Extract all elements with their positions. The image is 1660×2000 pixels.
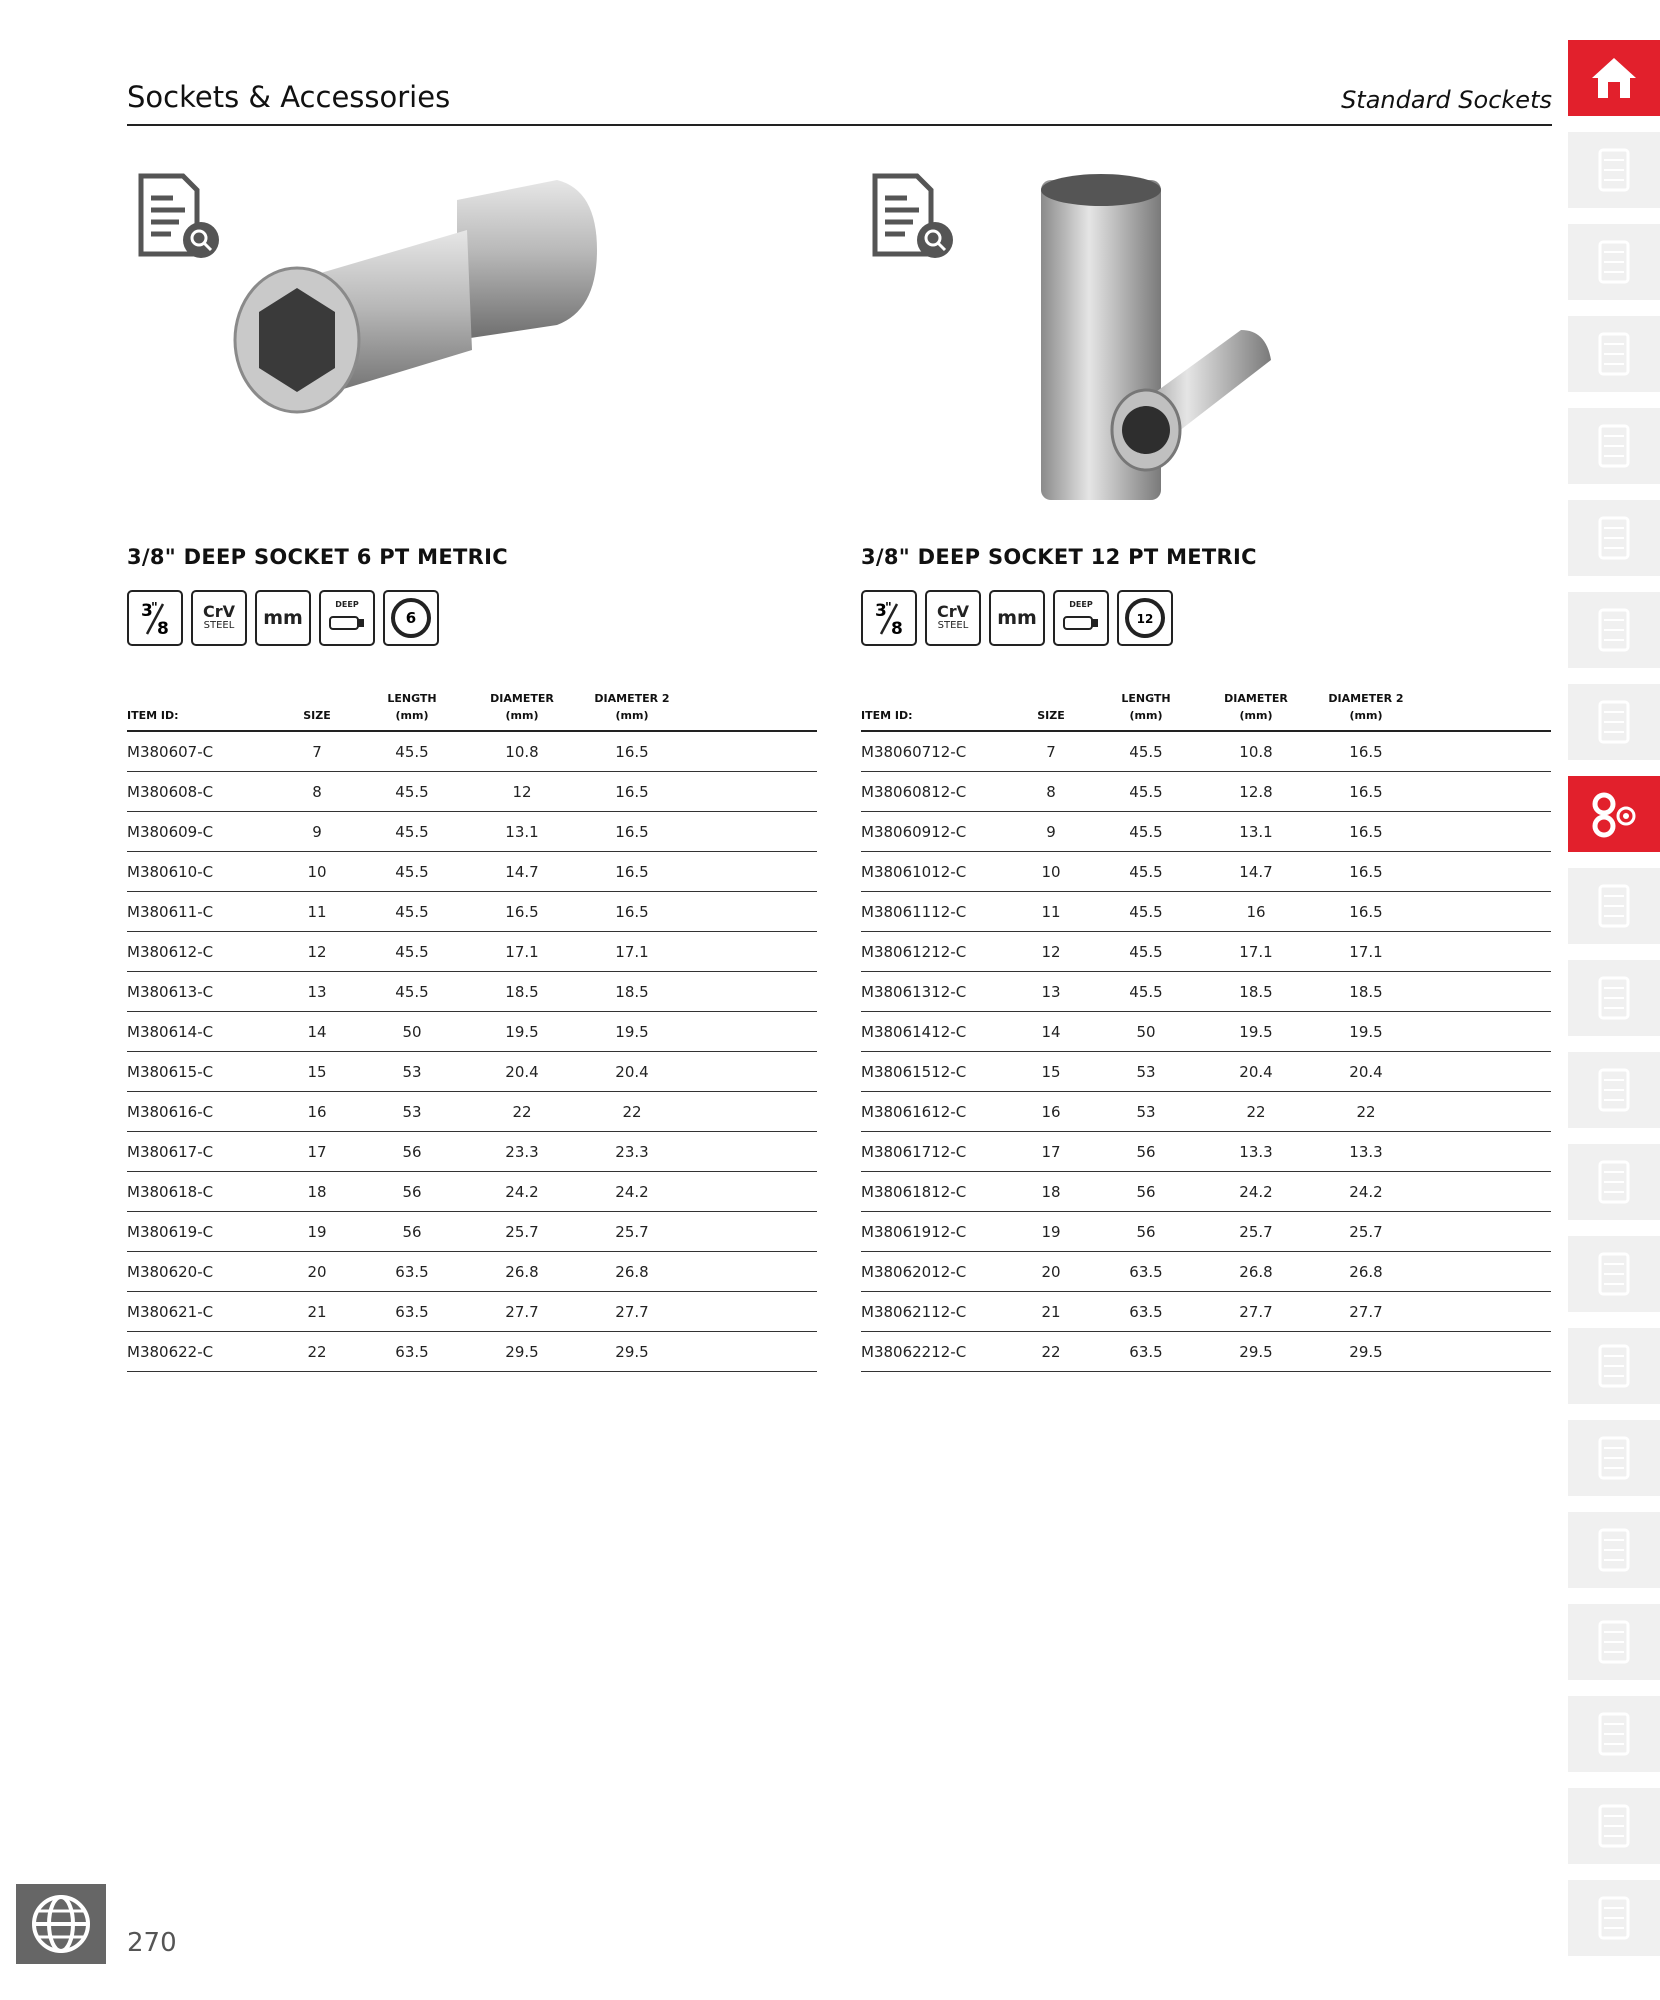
power-tools-icon (1586, 1798, 1642, 1854)
item-id: M380616-C (127, 1092, 277, 1132)
col-diameter-2: DIAMETER 2 (mm) (577, 690, 687, 731)
table-row (861, 1332, 1551, 1372)
sidebar-item-home[interactable] (1568, 40, 1660, 116)
table-header (127, 690, 817, 731)
diameter-cell: 20.4 (1201, 1052, 1311, 1092)
sidebar-item-pliers[interactable] (1568, 1328, 1660, 1404)
sidebar-item-screwdriver[interactable] (1568, 1052, 1660, 1128)
diameter2-cell: 16.5 (577, 772, 687, 812)
product-title: 3/8" DEEP SOCKET 6 PT METRIC (127, 545, 508, 569)
item-id: M380615-C (127, 1052, 277, 1092)
table-row (127, 731, 817, 772)
size-cell: 17 (277, 1132, 357, 1172)
item-id: M38060812-C (861, 772, 1011, 812)
item-id: M380622-C (127, 1332, 277, 1372)
length-cell: 56 (1091, 1172, 1201, 1212)
item-id: M38061812-C (861, 1172, 1011, 1212)
material-label: CrV (936, 602, 969, 621)
diameter2-cell: 26.8 (1311, 1252, 1421, 1292)
item-id: M380607-C (127, 731, 277, 772)
deep-badge (1053, 590, 1109, 646)
diameter2-cell: 26.8 (577, 1252, 687, 1292)
table-row (127, 892, 817, 932)
product-photo (861, 160, 1551, 530)
diameter2-cell: 16.5 (577, 852, 687, 892)
item-id: M380609-C (127, 812, 277, 852)
metric-label: mm (263, 607, 303, 629)
col-length: LENGTH (mm) (1091, 690, 1201, 731)
length-cell: 56 (357, 1132, 467, 1172)
diameter2-cell: 16.5 (577, 812, 687, 852)
size-cell: 14 (1011, 1012, 1091, 1052)
drive-inch-mark: " (151, 601, 158, 616)
drive-size-badge (861, 590, 917, 646)
hex-keys-icon (1586, 1246, 1642, 1302)
diameter2-cell: 24.2 (577, 1172, 687, 1212)
sidebar-item-tool-tray[interactable] (1568, 408, 1660, 484)
diameter2-cell: 16.5 (1311, 852, 1421, 892)
diameter2-cell: 17.1 (1311, 932, 1421, 972)
drive-denominator: 8 (157, 619, 169, 638)
col-size: SIZE (277, 690, 357, 731)
table-row (861, 1092, 1551, 1132)
length-cell: 45.5 (357, 972, 467, 1012)
size-cell: 8 (1011, 772, 1091, 812)
website-button[interactable] (16, 1884, 106, 1964)
size-cell: 11 (1011, 892, 1091, 932)
item-id: M38061112-C (861, 892, 1011, 932)
tool-tray-icon (1586, 418, 1642, 474)
length-cell: 45.5 (357, 772, 467, 812)
table-row (861, 1212, 1551, 1252)
table-row (861, 1012, 1551, 1052)
diameter2-cell: 16.5 (577, 731, 687, 772)
item-id: M380610-C (127, 852, 277, 892)
length-cell: 63.5 (357, 1292, 467, 1332)
diameter2-cell: 16.5 (1311, 731, 1421, 772)
deep-label: DEEP (1069, 600, 1093, 609)
point-count-icon (389, 596, 433, 640)
length-cell: 45.5 (1091, 932, 1201, 972)
item-id: M38060912-C (861, 812, 1011, 852)
table-row (127, 972, 817, 1012)
length-cell: 63.5 (1091, 1332, 1201, 1372)
feature-badges (861, 590, 1173, 646)
item-id: M38061512-C (861, 1052, 1011, 1092)
table-row (127, 1212, 817, 1252)
length-cell: 53 (357, 1052, 467, 1092)
point-count-badge (1117, 590, 1173, 646)
size-cell: 21 (1011, 1292, 1091, 1332)
table-row (861, 1252, 1551, 1292)
diameter-cell: 12.8 (1201, 772, 1311, 812)
size-cell: 22 (1011, 1332, 1091, 1372)
pliers-icon (1586, 1338, 1642, 1394)
length-cell: 50 (357, 1012, 467, 1052)
diameter-cell: 23.3 (467, 1132, 577, 1172)
item-id: M38062112-C (861, 1292, 1011, 1332)
table-row (127, 932, 817, 972)
tool-tray-icon (1586, 234, 1642, 290)
material-badge (925, 590, 981, 646)
sidebar-item-insulated-tools[interactable] (1568, 1420, 1660, 1496)
table-row (861, 1172, 1551, 1212)
material-badge (191, 590, 247, 646)
item-id: M38061312-C (861, 972, 1011, 1012)
point-count-icon (1123, 596, 1167, 640)
diameter-cell: 13.1 (467, 812, 577, 852)
extension-bar-icon (1586, 878, 1642, 934)
length-cell: 63.5 (1091, 1252, 1201, 1292)
table-row (861, 731, 1551, 772)
length-cell: 53 (1091, 1092, 1201, 1132)
item-id: M380613-C (127, 972, 277, 1012)
table-row (861, 892, 1551, 932)
table-row (861, 852, 1551, 892)
table-row (861, 1292, 1551, 1332)
datasheet-icon[interactable] (135, 170, 223, 262)
sockets-icon (1586, 786, 1642, 842)
diameter2-cell: 25.7 (577, 1212, 687, 1252)
table-row (127, 1332, 817, 1372)
sidebar-item-hex-keys[interactable] (1568, 1236, 1660, 1312)
size-cell: 7 (1011, 731, 1091, 772)
size-cell: 16 (277, 1092, 357, 1132)
col-size: SIZE (1011, 690, 1091, 731)
diameter-cell: 12 (467, 772, 577, 812)
sidebar-item-power-tools[interactable] (1568, 1788, 1660, 1864)
insulated-tools-icon (1586, 1430, 1642, 1486)
point-count-badge (383, 590, 439, 646)
diameter-cell: 18.5 (467, 972, 577, 1012)
table-row (861, 972, 1551, 1012)
size-cell: 20 (277, 1252, 357, 1292)
sidebar-item-tool-cabinet[interactable] (1568, 132, 1660, 208)
bits-icon (1586, 1154, 1642, 1210)
size-cell: 18 (277, 1172, 357, 1212)
home-icon (1586, 50, 1642, 106)
size-cell: 18 (1011, 1172, 1091, 1212)
size-cell: 22 (277, 1332, 357, 1372)
length-cell: 45.5 (357, 932, 467, 972)
table-row (861, 1132, 1551, 1172)
length-cell: 63.5 (1091, 1292, 1201, 1332)
diameter2-cell: 27.7 (577, 1292, 687, 1332)
item-id: M380611-C (127, 892, 277, 932)
material-label: CrV (202, 602, 235, 621)
size-cell: 19 (277, 1212, 357, 1252)
size-cell: 21 (277, 1292, 357, 1332)
col-item-id: ITEM ID: (127, 690, 277, 731)
tool-trolley-icon (1586, 326, 1642, 382)
col-diameter: DIAMETER (mm) (1201, 690, 1311, 731)
table-row (127, 1052, 817, 1092)
item-id: M38061712-C (861, 1132, 1011, 1172)
length-cell: 63.5 (357, 1252, 467, 1292)
datasheet-icon[interactable] (869, 170, 957, 262)
diameter-cell: 29.5 (467, 1332, 577, 1372)
size-cell: 10 (1011, 852, 1091, 892)
diameter-cell: 25.7 (467, 1212, 577, 1252)
length-cell: 45.5 (1091, 772, 1201, 812)
material-sub-label: STEEL (203, 620, 235, 631)
size-cell: 12 (1011, 932, 1091, 972)
item-id: M38061912-C (861, 1212, 1011, 1252)
metric-label: mm (997, 607, 1037, 629)
section-title: Sockets & Accessories (127, 80, 451, 114)
size-cell: 10 (277, 852, 357, 892)
item-id: M380614-C (127, 1012, 277, 1052)
table-row (861, 772, 1551, 812)
size-cell: 13 (1011, 972, 1091, 1012)
table-row (127, 1252, 817, 1292)
item-id: M38060712-C (861, 731, 1011, 772)
wrench-icon (1586, 970, 1642, 1026)
length-cell: 45.5 (1091, 812, 1201, 852)
size-cell: 17 (1011, 1132, 1091, 1172)
diameter-cell: 22 (1201, 1092, 1311, 1132)
tool-chest-icon (1586, 602, 1642, 658)
sidebar-item-automotive[interactable] (1568, 1696, 1660, 1772)
drive-numerator: 3 (875, 601, 887, 621)
globe-icon (30, 1893, 92, 1955)
sidebar-item-bits[interactable] (1568, 1144, 1660, 1220)
table-header (861, 690, 1551, 731)
table-row (127, 1012, 817, 1052)
diameter2-cell: 29.5 (577, 1332, 687, 1372)
sidebar-item-tool-chest[interactable] (1568, 592, 1660, 668)
drive-denominator: 8 (891, 619, 903, 638)
diameter-cell: 19.5 (1201, 1012, 1311, 1052)
diameter-cell: 18.5 (1201, 972, 1311, 1012)
size-cell: 8 (277, 772, 357, 812)
sidebar-item-tool-trolley[interactable] (1568, 316, 1660, 392)
sidebar-item-ratchet[interactable] (1568, 684, 1660, 760)
point-count-label: 6 (405, 609, 417, 627)
diameter-cell: 25.7 (1201, 1212, 1311, 1252)
tool-set-icon (1586, 510, 1642, 566)
table-row (127, 1292, 817, 1332)
sidebar-item-sockets[interactable] (1568, 776, 1660, 852)
sidebar-item-hammer[interactable] (1568, 1880, 1660, 1956)
size-cell: 20 (1011, 1252, 1091, 1292)
diameter-cell: 17.1 (467, 932, 577, 972)
metric-badge (255, 590, 311, 646)
diameter-cell: 27.7 (467, 1292, 577, 1332)
item-id: M380612-C (127, 932, 277, 972)
diameter-cell: 29.5 (1201, 1332, 1311, 1372)
ratchet-icon (1586, 694, 1642, 750)
diameter-cell: 26.8 (467, 1252, 577, 1292)
diameter-cell: 16 (1201, 892, 1311, 932)
diameter-cell: 14.7 (467, 852, 577, 892)
deep-socket-icon (328, 614, 366, 632)
table-row (861, 932, 1551, 972)
size-cell: 14 (277, 1012, 357, 1052)
deep-label: DEEP (335, 600, 359, 609)
screwdriver-icon (1586, 1062, 1642, 1118)
table-row (127, 852, 817, 892)
length-cell: 53 (357, 1092, 467, 1132)
deep-badge (319, 590, 375, 646)
drive-inch-mark: " (885, 601, 892, 616)
size-cell: 13 (277, 972, 357, 1012)
tool-cabinet-icon (1586, 142, 1642, 198)
diameter2-cell: 23.3 (577, 1132, 687, 1172)
item-id: M38061212-C (861, 932, 1011, 972)
diameter2-cell: 19.5 (577, 1012, 687, 1052)
diameter2-cell: 16.5 (1311, 892, 1421, 932)
diameter-cell: 13.3 (1201, 1132, 1311, 1172)
item-id: M380620-C (127, 1252, 277, 1292)
length-cell: 56 (357, 1212, 467, 1252)
diameter2-cell: 18.5 (577, 972, 687, 1012)
diameter2-cell: 18.5 (1311, 972, 1421, 1012)
diameter-cell: 10.8 (1201, 731, 1311, 772)
product-photo (127, 160, 817, 530)
length-cell: 45.5 (1091, 972, 1201, 1012)
diameter2-cell: 16.5 (1311, 772, 1421, 812)
item-id: M380608-C (127, 772, 277, 812)
size-cell: 19 (1011, 1212, 1091, 1252)
measuring-tape-icon (1586, 1614, 1642, 1670)
sidebar-item-tool-set[interactable] (1568, 500, 1660, 576)
size-cell: 15 (1011, 1052, 1091, 1092)
hammer-icon (1586, 1890, 1642, 1946)
material-sub-label: STEEL (937, 620, 969, 631)
diameter2-cell: 22 (1311, 1092, 1421, 1132)
diameter-cell: 26.8 (1201, 1252, 1311, 1292)
diameter2-cell: 25.7 (1311, 1212, 1421, 1252)
diameter-cell: 16.5 (467, 892, 577, 932)
col-length: LENGTH (mm) (357, 690, 467, 731)
page-header (127, 72, 1552, 126)
size-cell: 7 (277, 731, 357, 772)
size-cell: 15 (277, 1052, 357, 1092)
item-id: M38062212-C (861, 1332, 1011, 1372)
diameter2-cell: 16.5 (577, 892, 687, 932)
length-cell: 45.5 (1091, 892, 1201, 932)
sidebar-item-extension-bar[interactable] (1568, 868, 1660, 944)
diameter-cell: 17.1 (1201, 932, 1311, 972)
sidebar-item-tool-tray[interactable] (1568, 224, 1660, 300)
page-number: 270 (127, 1928, 177, 1958)
item-id: M380619-C (127, 1212, 277, 1252)
diameter2-cell: 22 (577, 1092, 687, 1132)
diameter-cell: 10.8 (467, 731, 577, 772)
length-cell: 45.5 (357, 812, 467, 852)
item-id: M38061012-C (861, 852, 1011, 892)
table-row (127, 772, 817, 812)
item-id: M380617-C (127, 1132, 277, 1172)
length-cell: 50 (1091, 1012, 1201, 1052)
size-cell: 11 (277, 892, 357, 932)
col-diameter: DIAMETER (mm) (467, 690, 577, 731)
diameter-cell: 20.4 (467, 1052, 577, 1092)
length-cell: 45.5 (1091, 852, 1201, 892)
table-row (861, 812, 1551, 852)
deep-socket-icon (1062, 614, 1100, 632)
diameter2-cell: 27.7 (1311, 1292, 1421, 1332)
diameter2-cell: 19.5 (1311, 1012, 1421, 1052)
size-cell: 9 (277, 812, 357, 852)
table-row (127, 1132, 817, 1172)
knife-icon (1586, 1522, 1642, 1578)
diameter-cell: 27.7 (1201, 1292, 1311, 1332)
product-title: 3/8" DEEP SOCKET 12 PT METRIC (861, 545, 1257, 569)
length-cell: 45.5 (357, 852, 467, 892)
section-subtitle: Standard Sockets (1341, 86, 1552, 114)
item-id: M38061612-C (861, 1092, 1011, 1132)
spec-table (861, 690, 1551, 1372)
point-count-label: 12 (1136, 612, 1154, 626)
item-id: M380618-C (127, 1172, 277, 1212)
diameter2-cell: 17.1 (577, 932, 687, 972)
item-id: M380621-C (127, 1292, 277, 1332)
drive-numerator: 3 (141, 601, 153, 621)
size-cell: 9 (1011, 812, 1091, 852)
table-row (127, 1172, 817, 1212)
diameter2-cell: 24.2 (1311, 1172, 1421, 1212)
metric-badge (989, 590, 1045, 646)
table-row (127, 1092, 817, 1132)
sidebar-item-knife[interactable] (1568, 1512, 1660, 1588)
automotive-icon (1586, 1706, 1642, 1762)
item-id: M38061412-C (861, 1012, 1011, 1052)
item-id: M38062012-C (861, 1252, 1011, 1292)
diameter-cell: 24.2 (467, 1172, 577, 1212)
diameter-cell: 19.5 (467, 1012, 577, 1052)
diameter-cell: 24.2 (1201, 1172, 1311, 1212)
col-diameter-2: DIAMETER 2 (mm) (1311, 690, 1421, 731)
length-cell: 56 (1091, 1132, 1201, 1172)
diameter-cell: 22 (467, 1092, 577, 1132)
diameter2-cell: 13.3 (1311, 1132, 1421, 1172)
diameter-cell: 13.1 (1201, 812, 1311, 852)
diameter-cell: 14.7 (1201, 852, 1311, 892)
table-row (127, 812, 817, 852)
length-cell: 56 (357, 1172, 467, 1212)
length-cell: 53 (1091, 1052, 1201, 1092)
length-cell: 45.5 (1091, 731, 1201, 772)
size-cell: 16 (1011, 1092, 1091, 1132)
diameter2-cell: 20.4 (577, 1052, 687, 1092)
drive-size-badge (127, 590, 183, 646)
size-cell: 12 (277, 932, 357, 972)
sidebar-item-wrench[interactable] (1568, 960, 1660, 1036)
feature-badges (127, 590, 439, 646)
spec-table (127, 690, 817, 1372)
length-cell: 56 (1091, 1212, 1201, 1252)
table-row (861, 1052, 1551, 1092)
diameter2-cell: 20.4 (1311, 1052, 1421, 1092)
sidebar-item-measuring-tape[interactable] (1568, 1604, 1660, 1680)
diameter2-cell: 29.5 (1311, 1332, 1421, 1372)
length-cell: 45.5 (357, 892, 467, 932)
col-item-id: ITEM ID: (861, 690, 1011, 731)
diameter2-cell: 16.5 (1311, 812, 1421, 852)
length-cell: 45.5 (357, 731, 467, 772)
length-cell: 63.5 (357, 1332, 467, 1372)
